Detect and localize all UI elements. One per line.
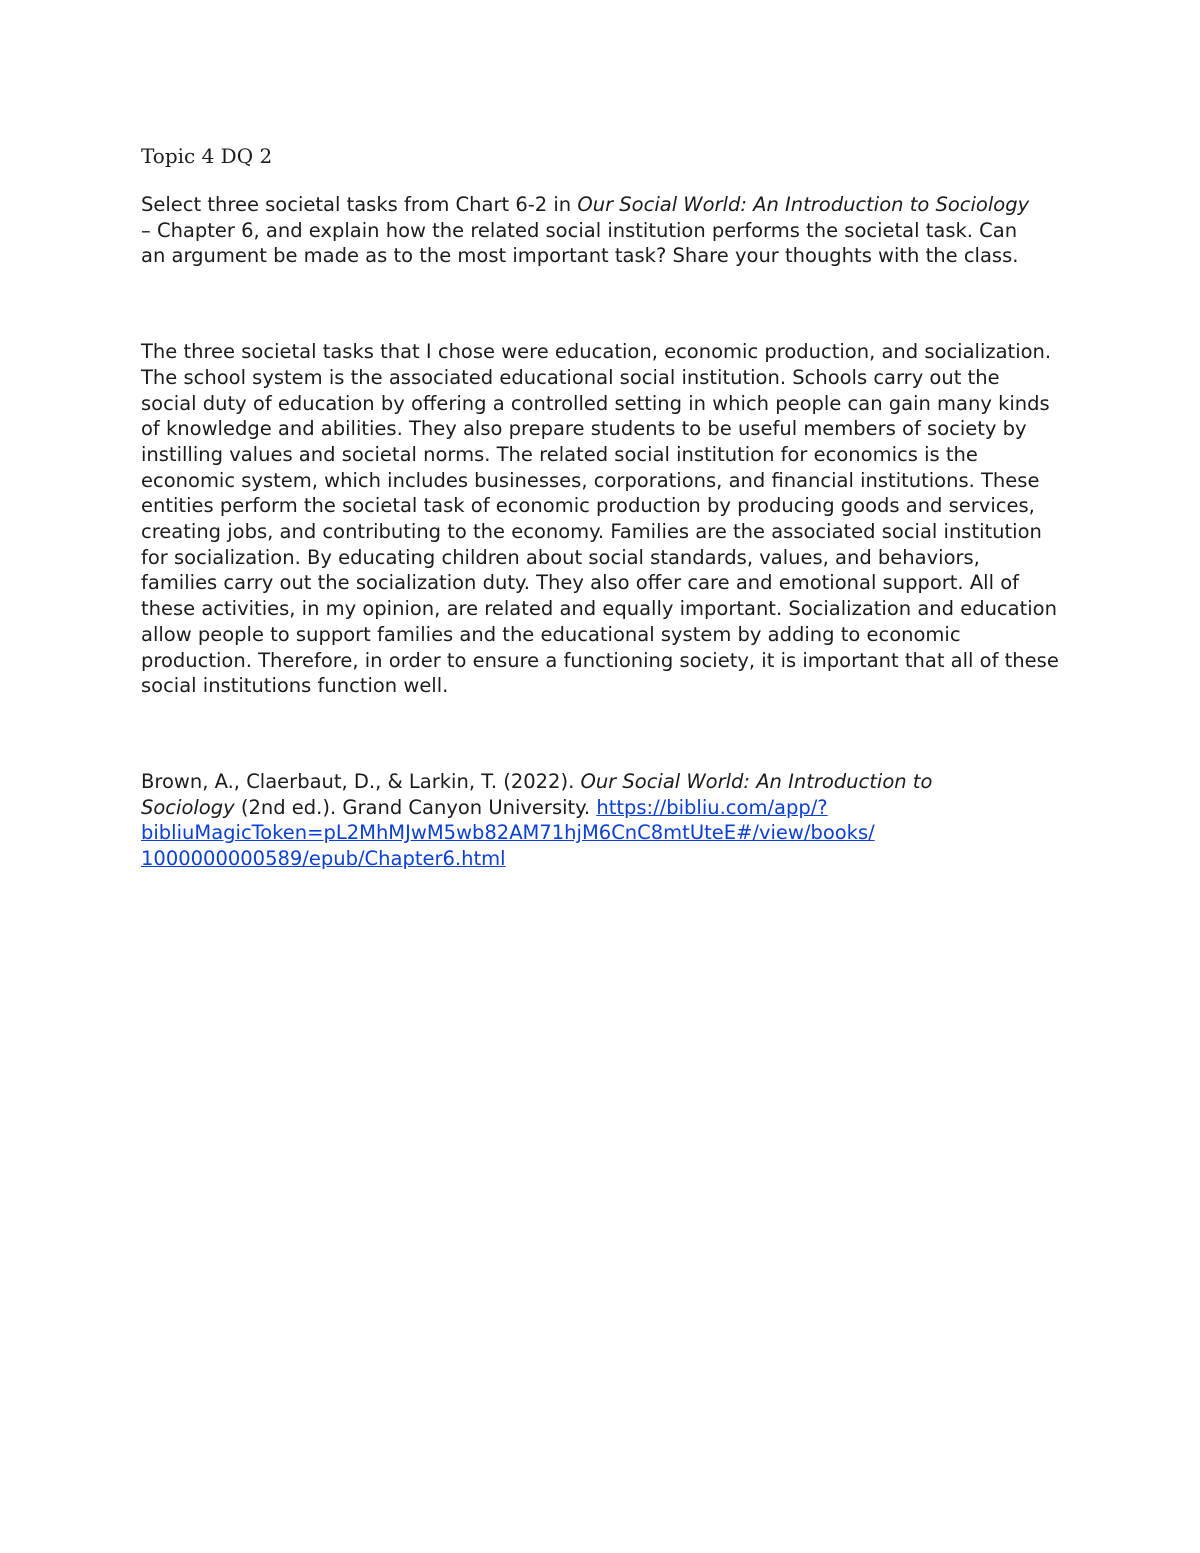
response-paragraph: The three societal tasks that I chose were education, economic production, and socialization. The school system is the associated educational social institution. Schools carry out the social duty of education by offering a controlled setting in which people can gain many kinds of knowledge and abilities. They also prepare students to be useful members of society by instilling values and societal norms. The related social institution for economics is the economic system, which includes businesses, corporations, and financial institutions. These entities perform the societal task of economic production by producing goods and services, creating jobs, and contributing to the economy. Families are the associated social institution for socialization. By educating children about social standards, values, and behaviors, families carry out the socialization duty. They also offer care and emotional support. All of these activities, in my opinion, are related and equally important. Socialization and education allow people to support families and the educational system by adding to economic production. Therefore, in order to ensure a functioning society, it is important that all of these social institutions function well.	[141, 340, 1059, 698]
discussion-prompt	[141, 192, 1041, 269]
document-body	[141, 140, 1061, 872]
reference-citation	[141, 769, 1021, 872]
reference-book-title: Our Social World: An Introduction to Sociology	[141, 769, 933, 819]
reference-edition-publisher: (2nd ed.). Grand Canyon University.	[234, 795, 597, 819]
reference-authors: Brown, A., Claerbaut, D., & Larkin, T. (2022).	[141, 769, 581, 793]
page-title: Topic 4 DQ 2	[141, 144, 273, 168]
prompt-text-start: Select three societal tasks from Chart 6-2 in	[141, 193, 578, 216]
prompt-text-end: – Chapter 6, and explain how the related social institution performs the societal task. Can an argument be made as to the most important task? Share your thoughts with the class.	[141, 218, 1019, 268]
reference-link[interactable]: https://bibliu.com/app/?bibliuMagicToken=pL2MhMJwM5wb82AM71hjM6CnC8mtUteE#/view/books/​1000000000589/epub/Chapter6.html	[141, 795, 875, 871]
prompt-book-title: Our Social World: An Introduction to Sociology	[577, 193, 1030, 216]
